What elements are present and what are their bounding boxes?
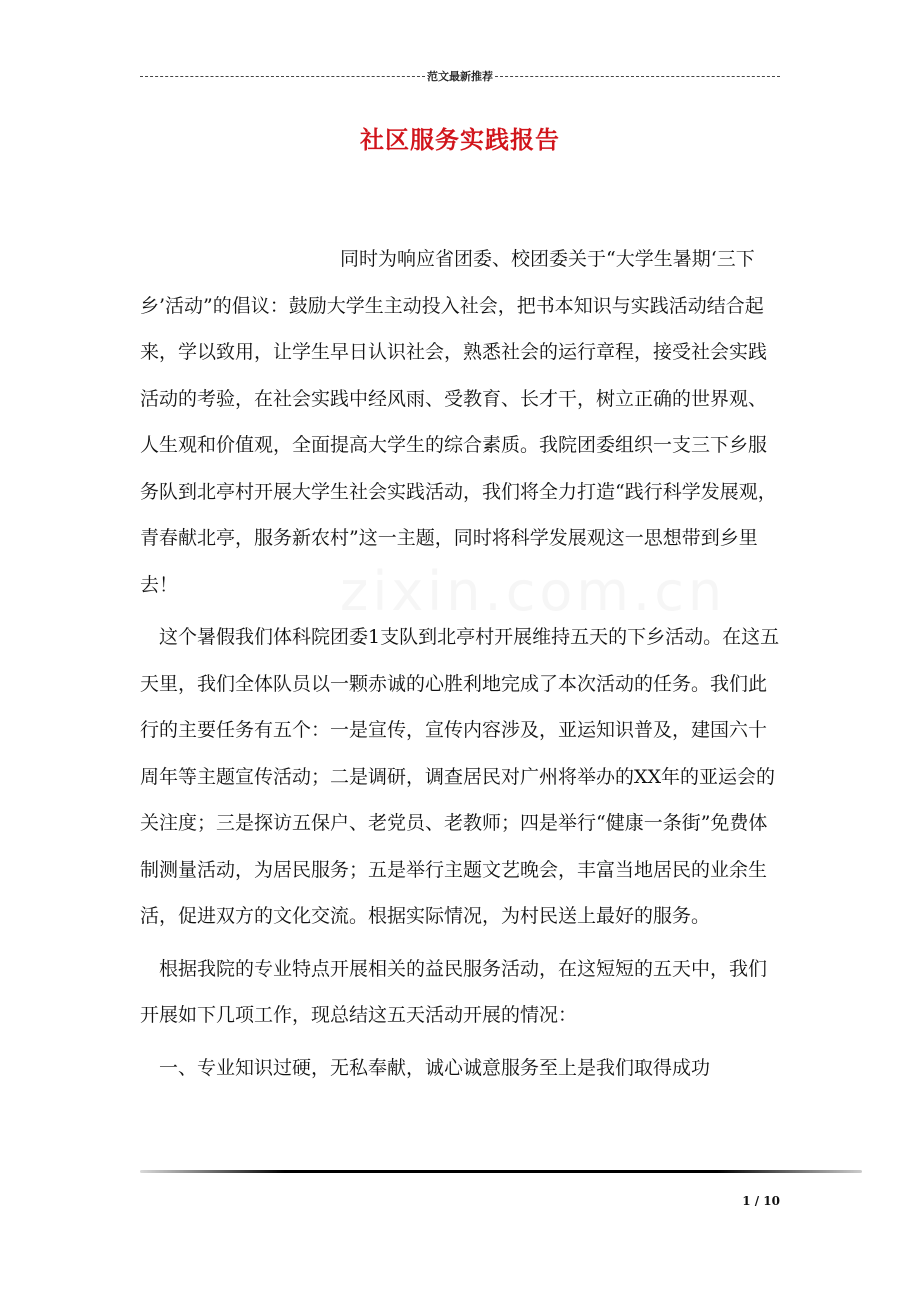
watermark: zixin.com.cn (340, 560, 727, 623)
page-header (140, 66, 780, 86)
document-title: 社区服务实践报告 (360, 125, 560, 154)
footer-rule (140, 1170, 862, 1173)
header-label: 范文最新推荐 (427, 70, 493, 83)
document-body (140, 236, 780, 1097)
paragraph-1: 同时为响应省团委、校团委关于“大学生暑期‘三下乡’活动”的倡议：鼓励大学生主动投入社会，把书本知识与实践活动结合起来，学以致用，让学生早日认识社会，熟悉社会的运行章程，接受社会实践活动的考验，在社会实践中经风雨、受教育、长才干，树立正确的世界观、人生观和价值观，全面提高大学生的综合素质。我院团委组织一支三下乡服务队到北亭村开展大学生社会实践活动，我们将全力打造“践行科学发展观，青春献北亭，服务新农村”这一主题，同时将科学发展观这一思想带到乡里去！ (140, 248, 777, 596)
paragraph-3: 根据我院的专业特点开展相关的益民服务活动，在这短短的五天中，我们开展如下几项工作，现总结这五天活动开展的情况： (140, 957, 768, 1026)
header-dash-right (495, 76, 780, 77)
paragraph-2: 这个暑假我们体科院团委1支队到北亭村开展维持五天的下乡活动。在这五天里，我们全体队员以一颗赤诚的心胜利地完成了本次活动的任务。我们此行的主要任务有五个：一是宣传，宣传内容涉及，亚运知识普及，建国六十周年等主题宣传活动；二是调研，调查居民对广州将举办的XX年的亚运会的关注度；三是探访五保户、老党员、老教师；四是举行“健康一条街”免费体制测量活动，为居民服务；五是举行主题文艺晚会，丰富当地居民的业余生活，促进双方的文化交流。根据实际情况，为村民送上最好的服务。 (140, 626, 780, 927)
page-number: 1 / 10 (742, 1194, 780, 1208)
paragraph-4: 一、专业知识过硬，无私奉献，诚心诚意服务至上是我们取得成功 (159, 1056, 711, 1079)
header-dash-left (140, 76, 425, 77)
